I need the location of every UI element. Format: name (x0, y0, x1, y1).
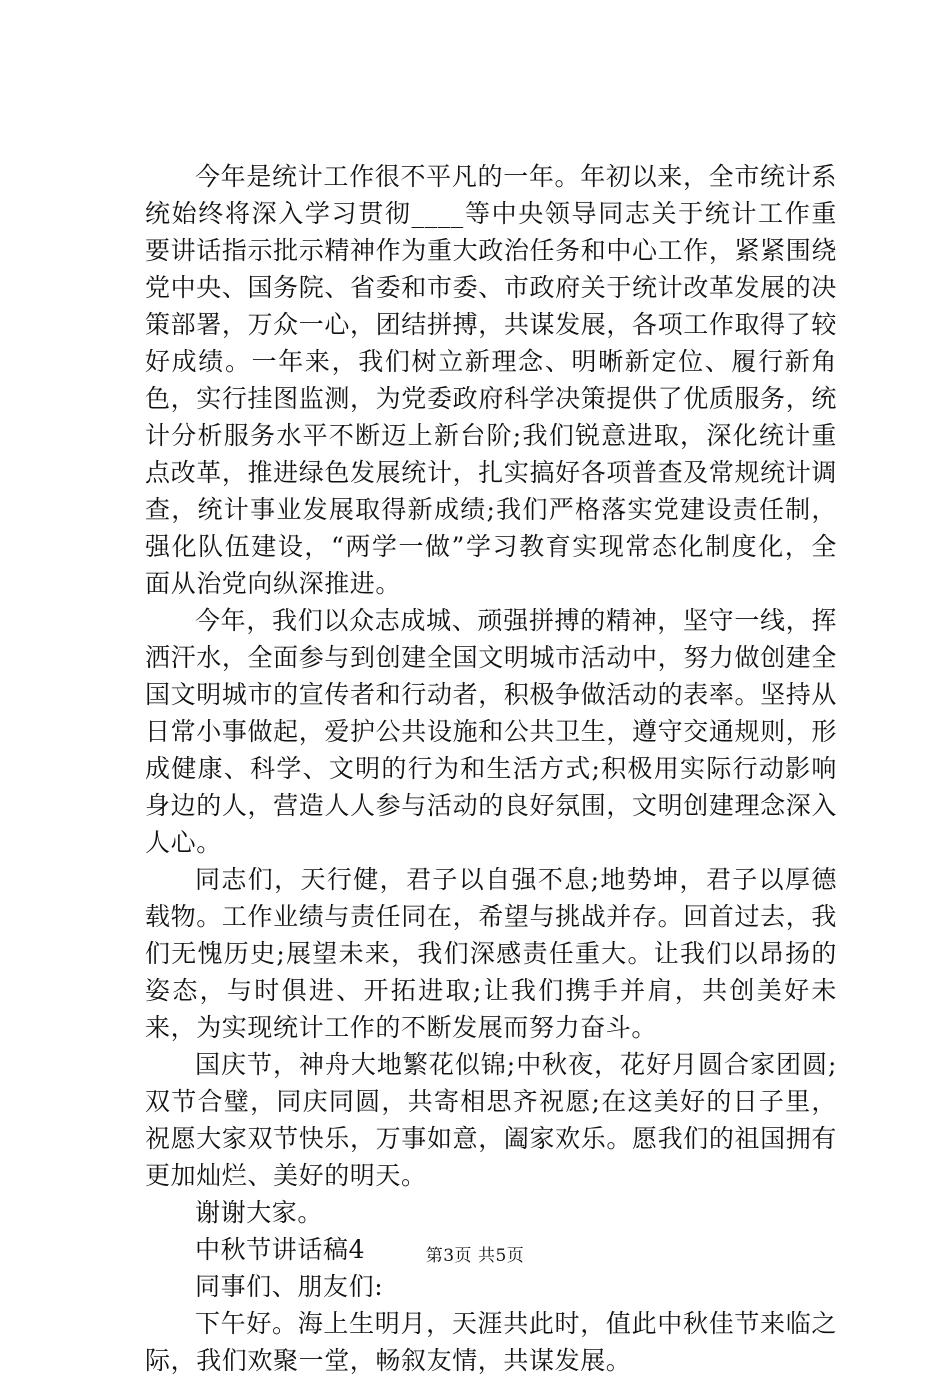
paragraph: 今年，我们以众志成城、顽强拼搏的精神，坚守一线，挥洒汗水，全面参与到创建全国文明城市活动中，努力做创建全国文明城市的宣传者和行动者，积极争做活动的表率。坚持从日常小事做起，爱护公共设施和公共卫生，遵守交通规则，形成健康、科学、文明的行为和生活方式;积极用实际行动影响身边的人，营造人人参与活动的良好氛围，文明创建理念深入人心。 (145, 606, 837, 857)
paragraph: 下午好。海上生明月，天涯共此时，值此中秋佳节来临之际，我们欢聚一堂，畅叙友情，共谋发展。 (145, 1309, 837, 1375)
section-heading: 中秋节讲话稿4 (195, 1235, 366, 1264)
closing-line: 谢谢大家。 (195, 1198, 324, 1227)
paragraph: 国庆节，神舟大地繁花似锦;中秋夜，花好月圆合家团圆;双节合璧，同庆同圆，共寄相思齐祝愿;在这美好的日子里，祝愿大家双节快乐，万事如意，阖家欢乐。愿我们的祖国拥有更加灿烂、美好的明天。 (145, 1050, 837, 1190)
salutation: 同事们、朋友们: (195, 1272, 384, 1301)
document-body (145, 158, 837, 1379)
paragraph: 同志们，天行健，君子以自强不息;地势坤，君子以厚德载物。工作业绩与责任同在，希望与挑战并存。回首过去，我们无愧历史;展望未来，我们深感责任重大。让我们以昂扬的姿态，与时俱进、开拓进取;让我们携手并肩，共创美好未来，为实现统计工作的不断发展而努力奋斗。 (145, 865, 837, 1042)
page-number-footer: 第3页 共5页 (425, 1246, 525, 1266)
paragraph: 今年是统计工作很不平凡的一年。年初以来，全市统计系统始终将深入学习贯彻____等中央领导同志关于统计工作重要讲话指示批示精神作为重大政治任务和中心工作，紧紧围绕党中央、国务院、省委和市委、市政府关于统计改革发展的决策部署，万众一心，团结拼搏，共谋发展，各项工作取得了较好成绩。一年来，我们树立新理念、明晰新定位、履行新角色，实行挂图监测，为党委政府科学决策提供了优质服务，统计分析服务水平不断迈上新台阶;我们锐意进取，深化统计重点改革，推进绿色发展统计，扎实搞好各项普查及常规统计调查，统计事业发展取得新成绩;我们严格落实党建设责任制，强化队伍建设，“两学一做”学习教育实现常态化制度化，全面从治党向纵深推进。 (145, 162, 837, 598)
